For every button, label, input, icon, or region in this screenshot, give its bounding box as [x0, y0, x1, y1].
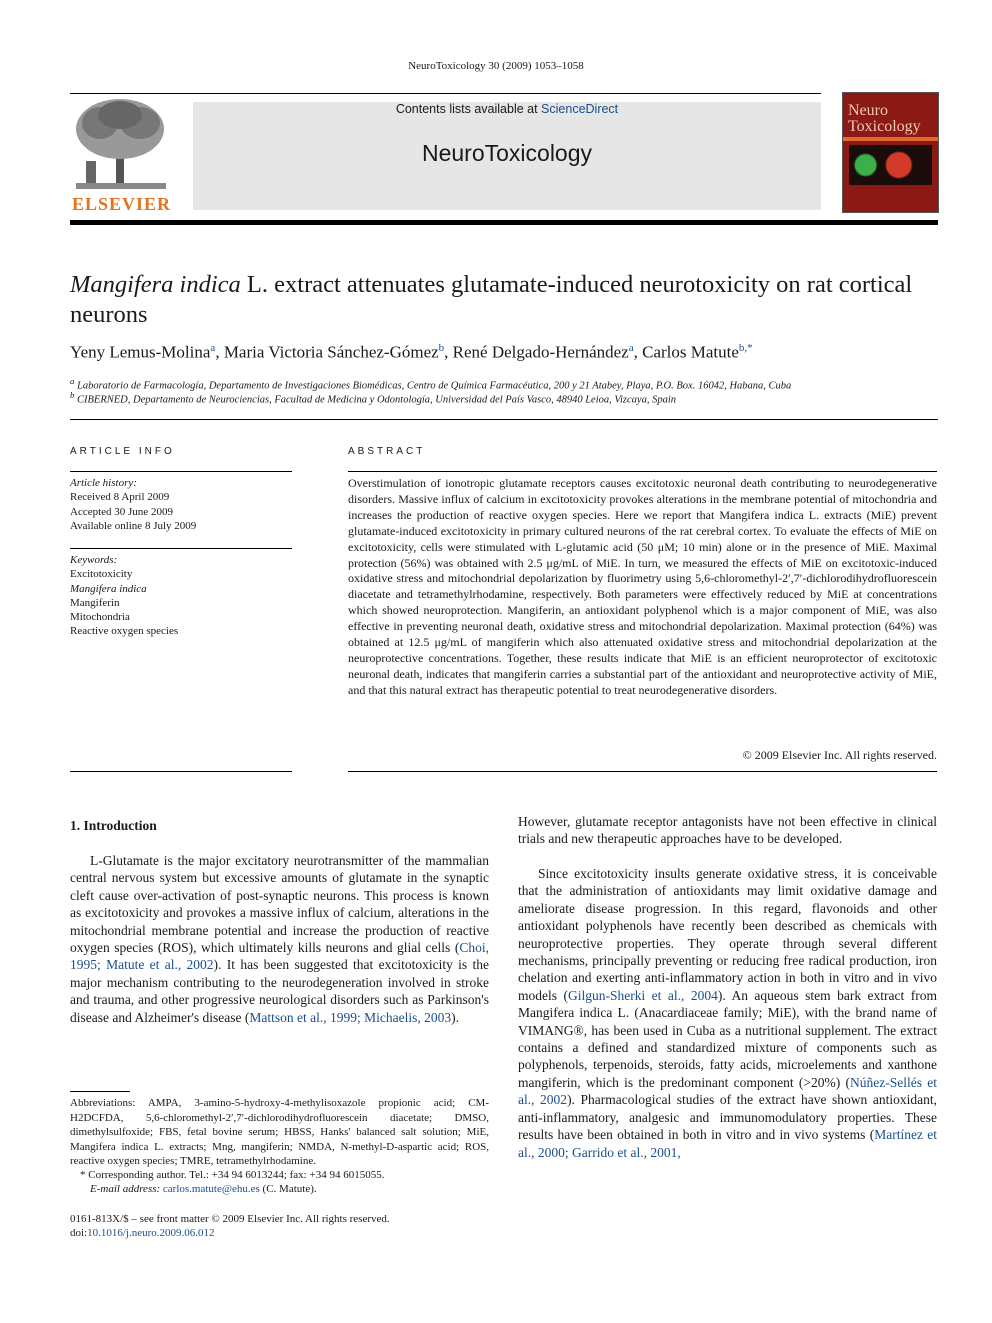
journal-citation: NeuroToxicology 30 (2009) 1053–1058	[408, 60, 584, 72]
keywords: Keywords: Excitotoxicity Mangifera indica Mangiferin Mitochondria Reactive oxygen species	[70, 554, 179, 638]
section-heading: 1. Introduction	[70, 818, 157, 833]
article-title: Mangifera indica L. extract attenuates glutamate-induced neurotoxicity on rat cortical neurons	[70, 271, 913, 328]
journal-name: NeuroToxicology	[421, 140, 593, 166]
elsevier-logo	[70, 95, 173, 215]
right-paragraph-1: However, glutamate receptor antagonists have not been effective in clinical trials and new therapeutic approaches have to be developed.	[518, 814, 937, 847]
header-rule	[70, 93, 821, 94]
article-info-heading: ARTICLE INFO	[70, 446, 175, 457]
sciencedirect-link[interactable]: ScienceDirect	[541, 102, 619, 116]
footnote-abbreviations: Abbreviations: AMPA, 3-amino-5-hydroxy-4-methylisoxazole propionic acid; CM-H2DCFDA, 5,6-chloromethyl-2′,7′-dichlorodihydrofluorescein diacetate; DMSO, dimethylsulfoxide; FBS, fetal bovine serum; HBSS, Hanks' balanced salt solution; MiE, Mangifera indica L. extracts; Mng, mangiferin; NMDA, N-methyl-D-aspartic acid; ROS, reactive oxygen species; TMRE, tetramethylrhodamine.	[70, 1097, 489, 1167]
abstract-text: Overstimulation of ionotropic glutamate receptors causes excitotoxic neuronal death contributing to neurodegenerative disorders. Massive influx of calcium in excitotoxicity provokes alterations in the membrane potential of mitochondria and increases the production of reactive oxygen species. Here we report that Mangifera indica L. extracts (MiE) prevent glutamate-induced excitotoxicity in primary cultured neurons of the rat cerebral cortex. To evaluate the effects of MiE on excitotoxicity, cells were stimulated with L-glutamic acid (50 μM; 10 min) alone or in the presence of MiE. Maximal protection (56%) was obtained with 2.5 μg/mL of MiE. In turn, we measured the effects of MiE on excitotoxic-induced oxidative stress and mitochondrial depolarization by fluorimetry using 5,6-chloromethyl-2′,7′-dichlorodihydrofluorescein diacetate and tetramethylrhodamine, respectively. Both parameters were effectively reduced by MiE at concentrations which showed neuroprotection. Mangiferin, an antioxidant polyphenol which is a major component of MiE, was also effective in preventing neuronal death, oxidative stress and mitochondrial depolarization. Maximal protection (64%) was obtained at 12.5 μg/mL of mangiferin which also attenuated oxidative stress and mitochondrial depolarization at the neuroprotective concentrations. Together, these results indicate that MiE is an efficient neuroprotector of excitotoxic neuronal death, indicates that mangiferin carries a substantial part of the antioxidant and neuroprotective activity of MiE, and that this natural extract has therapeutic potential to treat neurodegenerative disorders.	[348, 476, 937, 697]
journal-cover: Neuro Toxicology	[842, 92, 939, 213]
publisher-name: ELSEVIER	[71, 194, 172, 214]
doi-line: doi:10.1016/j.neuro.2009.06.012	[70, 1227, 215, 1239]
right-paragraph-2: Since excitotoxicity insults generate oxidative stress, it is conceivable that the administration of antioxidants may limit oxidative damage and ameliorate disease progression. In this regard, flavonoids and other antioxidant polyphenols have recently been described as chemicals with neuroprotective properties. They operate through several different mechanisms, principally preventing or reducing free radical production, iron chelation and exerting anti-inflammatory action in both in vitro and in vivo models (Gilgun-Sherki et al., 2004). An aqueous stem bark extract from Mangifera indica L. (Anacardiaceae family; MiE), with the brand name of VIMANG®, has been used in Cuba as a nutritional supplement. The extract contains a defined and standardized mixture of components such as polyphenols, terpenoids, steroids, fatty acids, microelements and xanthone mangiferin, which is the predominant component (>20%) (Núñez-Sellés et al., 2002). Pharmacological studies of the extract have shown antioxidant, anti-inflammatory, analgesic and immunomodulatory properties. These results have been obtained in both in vitro and in vivo systems (Martínez et al., 2000; Garrido et al., 2001,	[518, 866, 937, 1160]
contents-line: Contents lists available at ScienceDirect	[395, 102, 619, 116]
article-history: Article history: Received 8 April 2009 Accepted 30 June 2009 Available online 8 July 2009	[70, 477, 197, 532]
affiliation-b: $^b$ CIBERNED, Departamento de Neurociencias, Facultad de Medicina y Odontología, Universidad del País Vasco, 48940 Leioa, Vizcaya, Spain	[70, 390, 676, 406]
journal-banner	[193, 102, 821, 210]
affiliation-a: $^a$ Laboratorio de Farmacología, Departamento de Investigaciones Biomédicas, Centro de Química Farmacéutica, 200 y 21 Atabey, Playa, P.O. Box. 16042, Habana, Cuba	[70, 376, 792, 392]
header-thick-rule	[70, 220, 938, 225]
abstract-heading: ABSTRACT	[348, 446, 426, 457]
front-matter: 0161-813X/$ – see front matter © 2009 Elsevier Inc. All rights reserved.	[70, 1213, 390, 1225]
divider	[70, 419, 938, 420]
footnote-email: E-mail address: carlos.matute@ehu.es (C. Matute).	[90, 1183, 317, 1195]
cover-image	[849, 145, 932, 185]
intro-paragraph-1: L-Glutamate is the major excitatory neurotransmitter of the mammalian central nervous system but excessive amounts of glutamate in the synaptic cleft cause over-activation of post-synaptic neurons. This process is known as excitotoxicity and provokes a massive influx of calcium, alterations in the mitochondrial membrane potential and increase the production of reactive oxygen species (ROS), which ultimately kills neurons and glial cells (Choi, 1995; Matute et al., 2002). It has been suggested that excitotoxicity is the major mechanism contributing to the neurodegeneration involved in stroke and trauma, and other progressive neurological disorders such as Parkinson's disease and Alzheimer's disease (Mattson et al., 1999; Michaelis, 2003).	[70, 853, 489, 1025]
elsevier-tree-icon	[70, 95, 173, 193]
footnote-corresponding: * Corresponding author. Tel.: +34 94 6013244; fax: +34 94 6015055.	[80, 1169, 385, 1181]
footnote-rule	[70, 1091, 130, 1092]
author-list: Yeny Lemus-Molina$^a$, Maria Victoria Sánchez-Gómez$^b$, René Delgado-Hernández$^a$, Carlos Matute$^{b,*}$	[70, 342, 753, 362]
copyright: © 2009 Elsevier Inc. All rights reserved.	[742, 748, 937, 762]
